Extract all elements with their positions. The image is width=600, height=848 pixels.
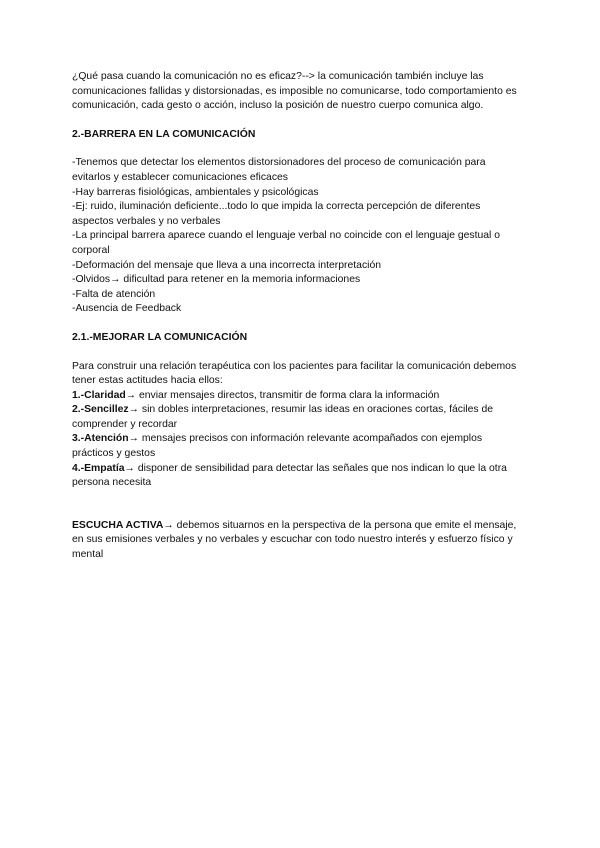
- escucha-activa-paragraph: [72, 519, 522, 563]
- list-item: -Ej: ruido, iluminación deficiente...todo lo que impida la correcta percepción de diferentes aspectos verbales y no verbales: [72, 201, 481, 227]
- list-item: -Olvidos→ dificultad para retener en la memoria informaciones: [72, 274, 361, 286]
- attitude-text: → enviar mensajes directos, transmitir de forma clara la información: [125, 389, 440, 401]
- intro-paragraph: ¿Qué pasa cuando la comunicación no es eficaz?--> la comunicación también incluye las comunicaciones fallidas y distorsionadas, es imposible no comunicarse, todo comportamiento es comunicación, cada gesto o acción, incluso la posición de nuestro cuerpo comunica algo.: [72, 71, 517, 112]
- mejorar-intro: Para construir una relación terapéutica con los pacientes para facilitar la comunicación debemos tener estas actitudes hacia ellos:: [72, 360, 517, 387]
- section-heading-mejorar: 2.1.-MEJORAR LA COMUNICACIÓN: [72, 331, 248, 343]
- attitude-text: → sin dobles interpretaciones, resumir las ideas en oraciones cortas, fáciles de comprender y recordar: [72, 404, 494, 430]
- list-item: -La principal barrera aparece cuando el lenguaje verbal no coincide con el lenguaje gestual o corporal: [72, 230, 501, 256]
- escucha-term: ESCUCHA ACTIVA: [72, 519, 164, 531]
- attitude-item: [72, 432, 522, 461]
- attitude-term: 4.-Empatía: [72, 462, 125, 474]
- list-item: -Falta de atención: [72, 288, 156, 300]
- attitude-term: 1.-Claridad: [72, 389, 126, 401]
- attitude-text: → disponer de sensibilidad para detectar las señales que nos indican lo que la otra persona necesita: [72, 462, 507, 489]
- attitude-item: [72, 403, 522, 432]
- barrera-list: [72, 156, 522, 317]
- section-heading-barrera: 2.-BARRERA EN LA COMUNICACIÓN: [72, 128, 256, 140]
- list-item: -Ausencia de Feedback: [72, 303, 182, 315]
- mejorar-block: [72, 360, 522, 491]
- list-item: -Tenemos que detectar los elementos distorsionadores del proceso de comunicación para evitarlos y establecer comunicaciones eficaces: [72, 157, 486, 183]
- attitude-item: [72, 462, 522, 491]
- attitude-term: 2.-Sencillez: [72, 404, 129, 416]
- attitude-term: 3.-Atención: [72, 433, 129, 445]
- list-item: -Deformación del mensaje que lleva a una incorrecta interpretación: [72, 259, 381, 271]
- attitude-text: → mensajes precisos con información relevante acompañados con ejemplos prácticos y gestos: [72, 433, 483, 460]
- attitude-item: [72, 389, 522, 404]
- escucha-text: → debemos situarnos en la perspectiva de la persona que emite el mensaje, en sus emisiones verbales y no verbales y escuchar con todo nuestro interés y esfuerzo físico y mental: [72, 519, 517, 561]
- list-item: -Hay barreras fisiológicas, ambientales y psicológicas: [72, 186, 319, 198]
